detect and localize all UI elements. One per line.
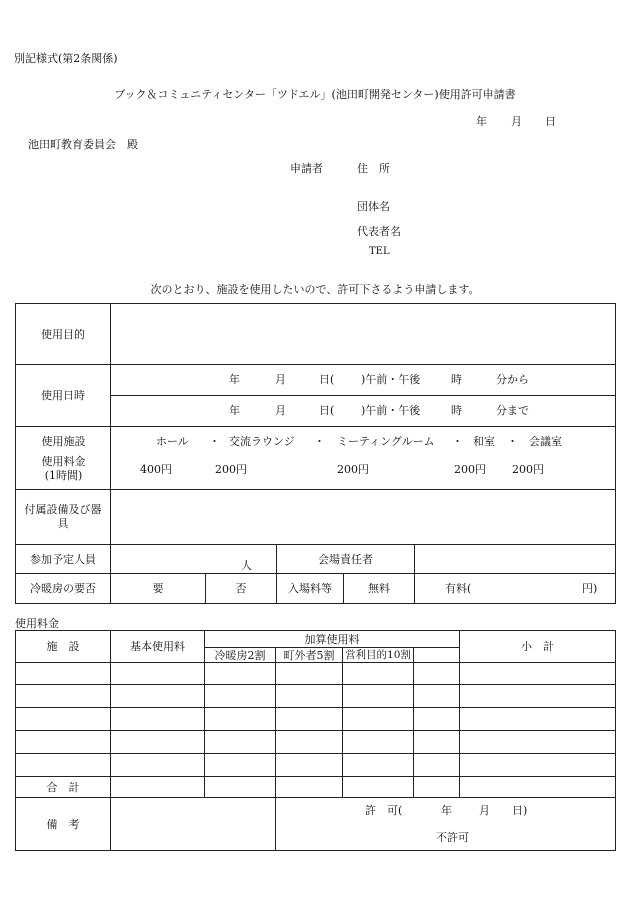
facility-conference-room[interactable]: 会議室 xyxy=(529,435,562,448)
dt-month: 月 xyxy=(275,373,286,386)
datetime-end-field[interactable] xyxy=(111,396,616,427)
dt-ampm: )午前・午後 xyxy=(361,404,421,417)
fee-label: 使用料金 xyxy=(41,455,86,468)
intro-text: 次のとおり、施設を使用したいので、許可下さるよう申請します。 xyxy=(150,283,480,296)
date-month-label: 月 xyxy=(511,115,522,128)
purpose-field[interactable] xyxy=(111,304,616,365)
fee-conference-room: 200円 xyxy=(512,463,544,476)
equipment-field[interactable] xyxy=(111,490,616,545)
group-name-label: 団体名 xyxy=(357,200,390,213)
facility-label: 使用施設 xyxy=(41,435,86,448)
equipment-label: 付属設備及び器具 xyxy=(16,490,111,545)
representative-label: 代表者名 xyxy=(357,225,401,238)
sub-outside-resident: 町外者5割 xyxy=(276,648,343,663)
admission-paid-label: 有料( xyxy=(445,582,472,595)
permit-month: 月 xyxy=(479,804,490,817)
admission-label: 入場料等 xyxy=(277,574,344,604)
col-facility: 施 設 xyxy=(16,631,111,663)
facility-hall[interactable]: ホール xyxy=(156,435,189,448)
total-row xyxy=(16,777,616,798)
sub-blank xyxy=(414,648,460,663)
application-form-table xyxy=(15,303,616,604)
dt-year: 年 xyxy=(229,404,240,417)
aircon-label: 冷暖房の要否 xyxy=(16,574,111,604)
aircon-yes-option[interactable]: 要 xyxy=(111,574,206,604)
sub-aircon: 冷暖房2割 xyxy=(205,648,276,663)
admission-paid-field[interactable] xyxy=(415,574,616,604)
facility-separator: ・ xyxy=(507,435,518,448)
attendees-unit: 人 xyxy=(241,559,252,572)
date-day-label: 日 xyxy=(545,115,556,128)
datetime-start-field[interactable] xyxy=(111,365,616,396)
facility-lounge[interactable]: 交流ラウンジ xyxy=(229,435,295,448)
table-row xyxy=(16,754,616,777)
permit-day: 日) xyxy=(512,804,528,817)
table-row xyxy=(16,708,616,731)
facility-separator: ・ xyxy=(209,435,220,448)
permit-label: 許 可( xyxy=(365,804,403,817)
fee-sub-label: (1時間) xyxy=(44,469,83,482)
attendees-field[interactable] xyxy=(111,545,277,574)
address-label: 住 所 xyxy=(357,162,390,175)
dt-day: 日( xyxy=(319,404,335,417)
col-additional-fee: 加算使用料 xyxy=(205,631,460,648)
fee-meeting-room: 200円 xyxy=(337,463,369,476)
tel-label: TEL xyxy=(369,246,390,257)
dt-month: 月 xyxy=(275,404,286,417)
purpose-label: 使用目的 xyxy=(16,304,111,365)
permit-year: 年 xyxy=(441,804,452,817)
form-title: ブック＆コミュニティセンター「ツドエル」(池田町開発センター)使用許可申請書 xyxy=(114,88,516,101)
form-reference: 別記様式(第2条関係) xyxy=(14,52,118,65)
col-basic-fee: 基本使用料 xyxy=(111,631,205,663)
col-subtotal: 小 計 xyxy=(460,631,616,663)
total-label: 合 計 xyxy=(16,777,111,798)
admission-yen-label: 円) xyxy=(582,582,598,595)
date-year-label: 年 xyxy=(476,115,487,128)
dt-day: 日( xyxy=(319,373,335,386)
fee-calculation-table xyxy=(15,630,616,851)
manager-field[interactable] xyxy=(415,545,616,574)
addressee: 池田町教育委員会 殿 xyxy=(28,138,138,151)
fee-table-title: 使用料金 xyxy=(15,617,59,630)
datetime-label: 使用日時 xyxy=(16,365,111,427)
dt-year: 年 xyxy=(229,373,240,386)
applicant-label: 申請者 xyxy=(290,162,323,175)
facility-japanese-room[interactable]: 和室 xyxy=(473,435,495,448)
aircon-no-option[interactable]: 否 xyxy=(206,574,277,604)
table-row xyxy=(16,685,616,708)
fee-hall: 400円 xyxy=(140,463,172,476)
dt-until: 分まで xyxy=(496,404,529,417)
facility-separator: ・ xyxy=(452,435,463,448)
table-row xyxy=(16,731,616,754)
remarks-label: 備 考 xyxy=(16,798,111,851)
table-row xyxy=(16,663,616,685)
permit-field[interactable] xyxy=(276,798,616,851)
remarks-field[interactable] xyxy=(111,798,276,851)
facility-meeting-room[interactable]: ミーティングルーム xyxy=(337,435,435,448)
attendees-label: 参加予定人員 xyxy=(16,545,111,574)
manager-label: 会場責任者 xyxy=(277,545,415,574)
dt-ampm: )午前・午後 xyxy=(361,373,421,386)
admission-free-option[interactable]: 無料 xyxy=(344,574,415,604)
dt-from: 分から xyxy=(496,373,529,386)
dt-hour: 時 xyxy=(451,404,462,417)
sub-commercial: 営利目的10割 xyxy=(343,648,414,663)
facility-fee-label xyxy=(16,427,111,490)
not-permit-label: 不許可 xyxy=(436,831,469,844)
dt-hour: 時 xyxy=(451,373,462,386)
facility-selection[interactable] xyxy=(111,427,616,490)
fee-japanese-room: 200円 xyxy=(454,463,486,476)
facility-separator: ・ xyxy=(314,435,325,448)
fee-lounge: 200円 xyxy=(215,463,247,476)
